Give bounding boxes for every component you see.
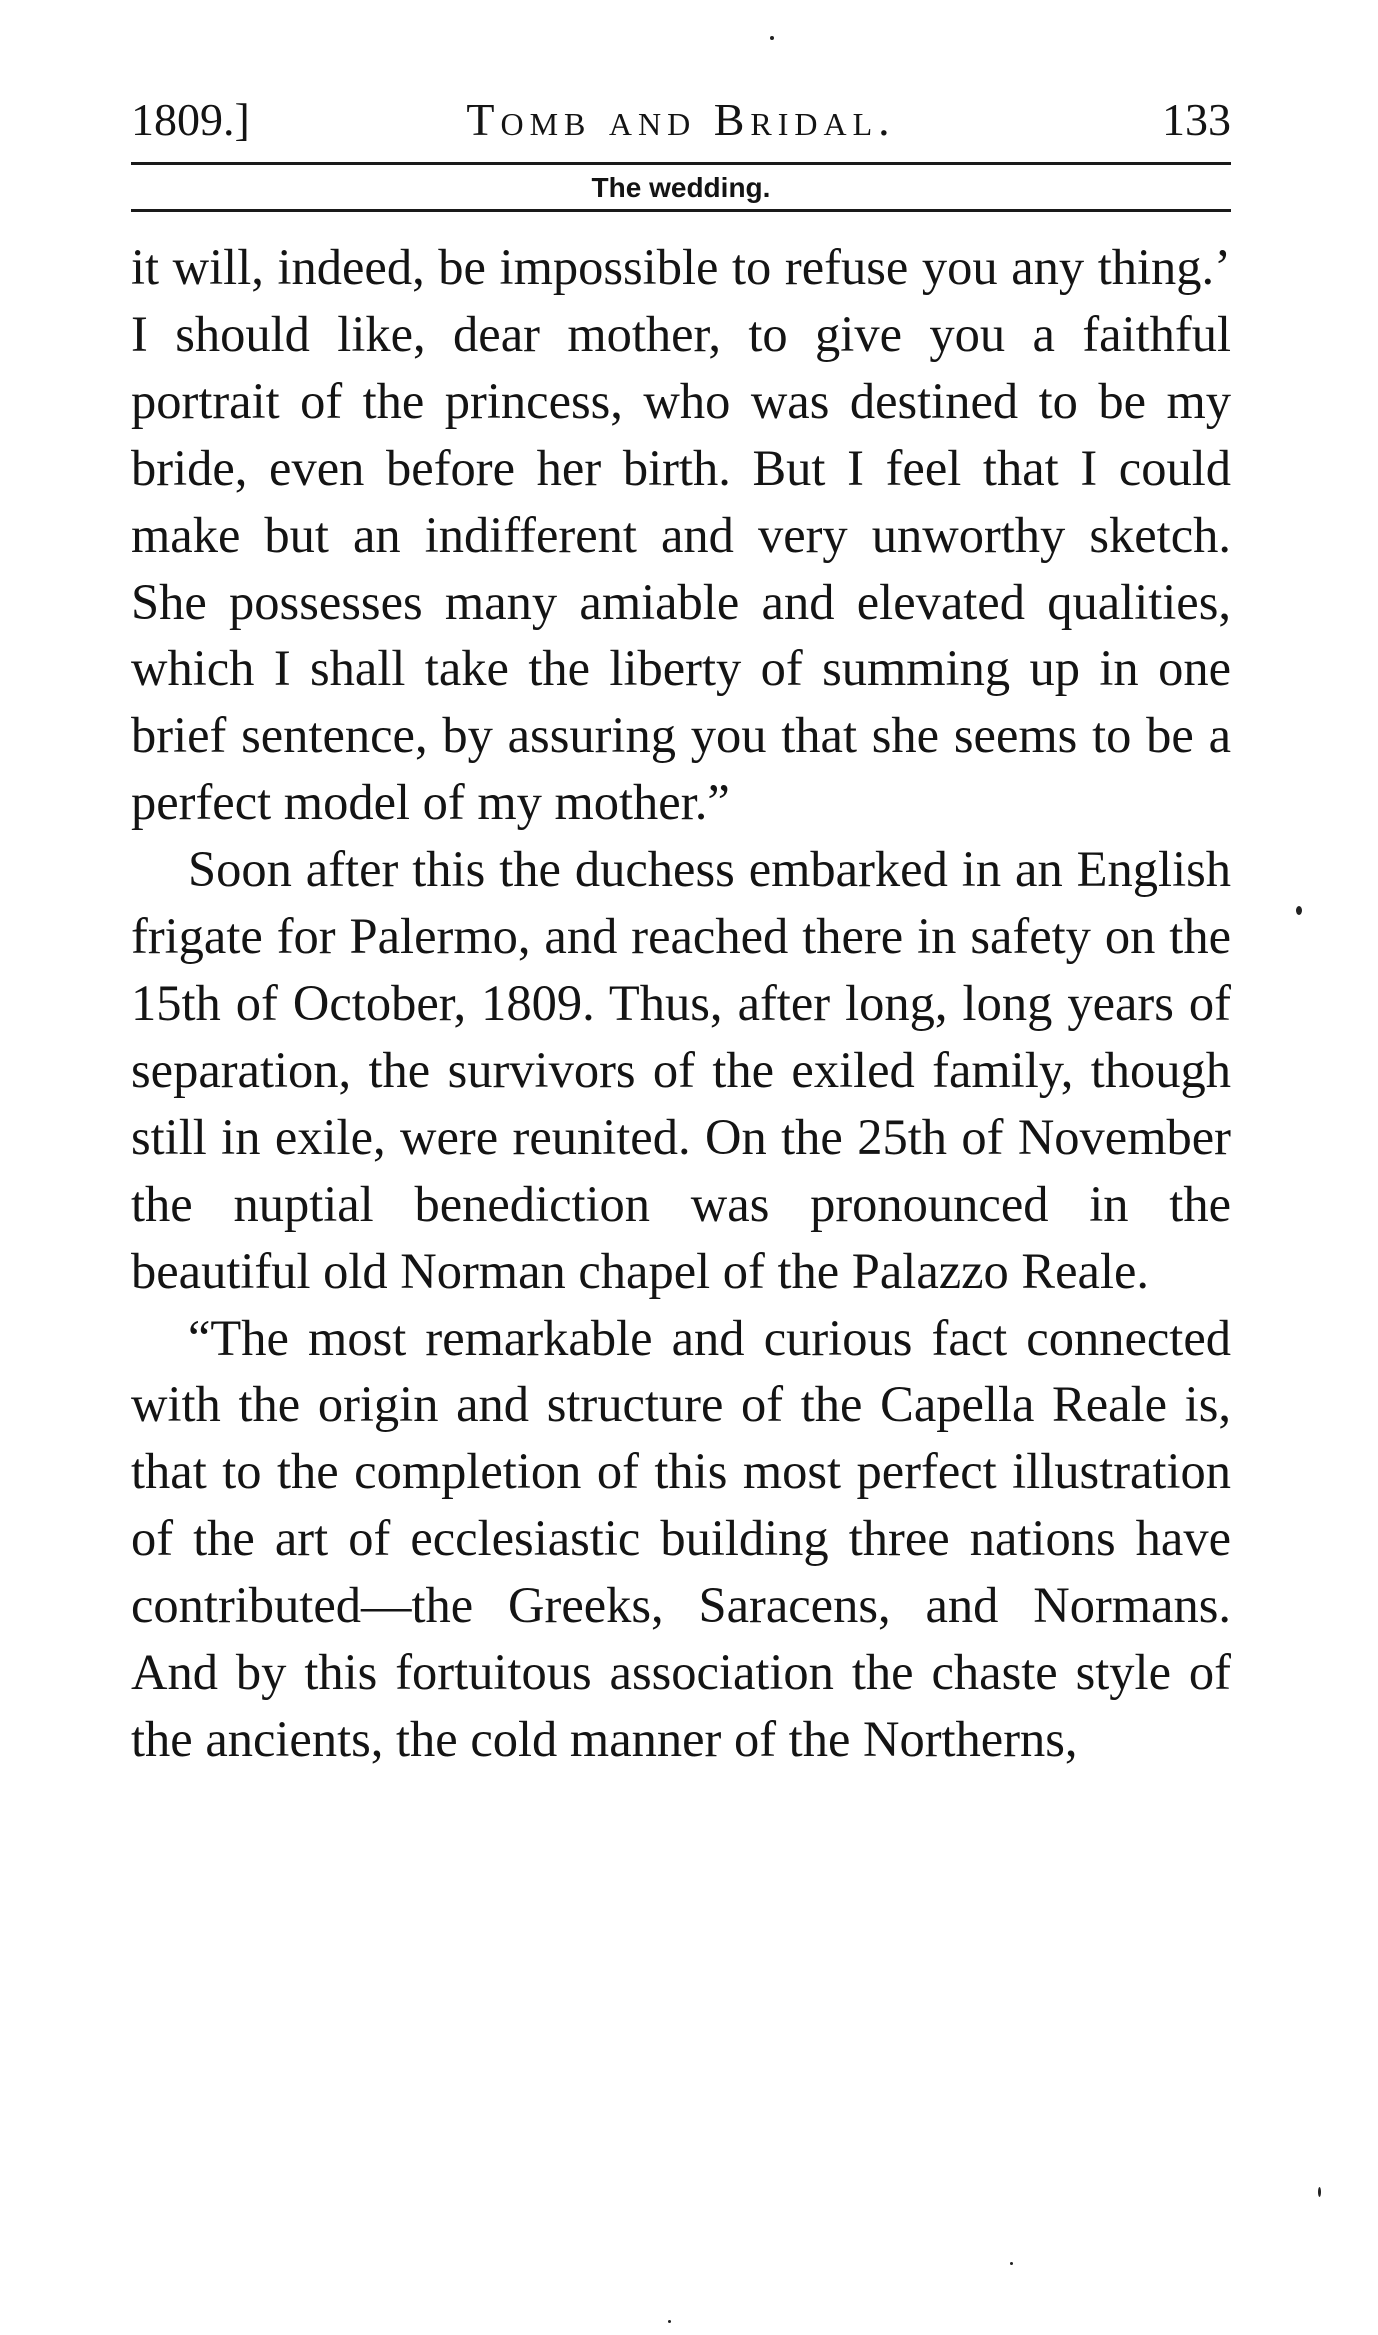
page-number: 133 (1162, 94, 1231, 145)
header-title: Tomb and Bridal. (466, 94, 896, 145)
running-head (131, 70, 1231, 145)
header-year: 1809.] (131, 94, 250, 145)
paragraph-duchess-voyage: Soon after this the duchess embarked in an English frigate for Palermo, and reached there in safety on the 15th of October, 1809. Thus, after long, long years of separation, the survivors of the exiled family, though still in exile, were reunited. On the 25th of November the nuptial benediction was pronounced in the beautiful old Norman chapel of the Palazzo Reale. (131, 841, 1231, 1299)
paragraph-capella-reale-quote: “The most remarkable and curious fact connected with the origin and structure of the Capella Reale is, that to the completion of this most perfect illustration of the art of ecclesiastic building three nations have contributed—the Greeks, Saracens, and Normans. And by this fortuitous association the chaste style of the ancients, the cold manner of the Northerns, (131, 1309, 1231, 1767)
book-page (131, 70, 1231, 1773)
scan-speck (668, 2320, 671, 2323)
header-rule-bottom (131, 209, 1231, 212)
scan-speck (1010, 2262, 1013, 2265)
scan-speck (1318, 2187, 1321, 2197)
scan-speck (1296, 906, 1302, 915)
scan-speck (770, 36, 774, 40)
section-heading: The wedding. (591, 172, 771, 203)
paragraph-continued: it will, indeed, be impossible to refuse you any thing.’ I should like, dear mother, to give you a faithful portrait of the princess, who was destined to be my bride, even before her birth. But I feel that I could make but an indifferent and very unworthy sketch. She possesses many amiable and elevated qualities, which I shall take the liberty of summing up in one brief sentence, by assuring you that she seems to be a perfect model of my mother.” (131, 239, 1231, 831)
body-text (131, 234, 1231, 1773)
